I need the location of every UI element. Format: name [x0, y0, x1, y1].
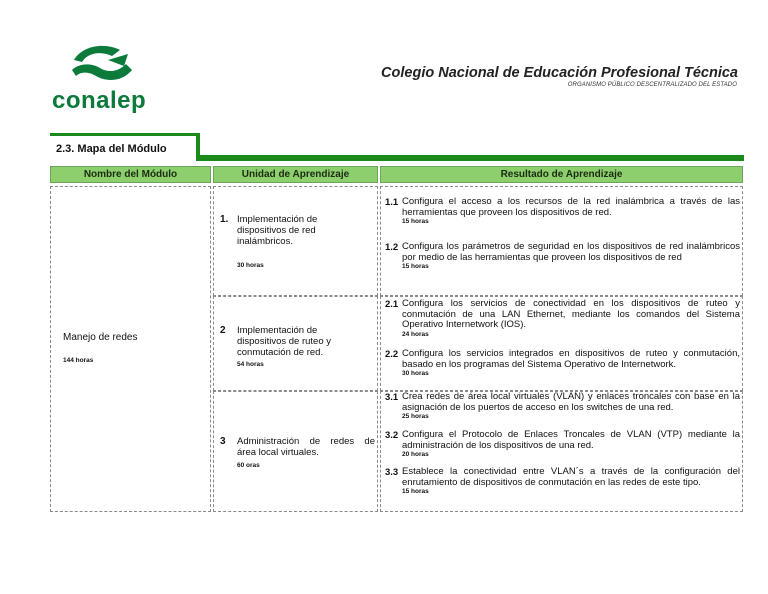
institution-name: Colegio Nacional de Educación Profesional Técnica: [381, 65, 738, 81]
unit-cell-2: [213, 296, 378, 391]
result-item: 3.1 Crea redes de área local virtuales (VLAN) y enlaces troncales con base en la asignación de los puertos de acceso en los switches de una red. 25 horas: [385, 391, 740, 420]
section-title: 2.3. Mapa del Módulo: [56, 143, 167, 155]
result-cell-1: [380, 186, 743, 296]
header-learning-result: Resultado de Aprendizaje: [380, 166, 743, 183]
section-divider: [196, 155, 744, 161]
result-item: 1.1 Configura el acceso a los recursos de la red inalámbrica a través de las herramientas que proveen los dispositivos de red. 15 horas: [385, 196, 740, 225]
conalep-logo: [50, 40, 160, 115]
module-map-table: [50, 166, 743, 512]
unit-hours: 60 oras: [237, 462, 260, 469]
unit-number: 1.: [220, 214, 229, 225]
logo-text: conalep: [52, 87, 147, 114]
header-module-name: Nombre del Módulo: [50, 166, 211, 183]
module-cell: [50, 186, 211, 512]
result-item: 1.2 Configura los parámetros de seguridad en los dispositivos de red inalámbricos por medio de las herramientas que proveen los dispositivos de red 15 horas: [385, 241, 740, 270]
unit-number: 3: [220, 436, 226, 447]
result-cell-3: [380, 391, 743, 512]
institution-subtitle: ORGANISMO PÚBLICO DESCENTRALIZADO DEL ESTADO: [567, 82, 737, 88]
unit-hours: 30 horas: [237, 262, 264, 269]
result-item: 3.3 Establece la conectividad entre VLAN´s a través de la configuración del enrutamiento de dispositivos de conmutación en las redes de este tipo. 15 horas: [385, 466, 740, 495]
result-item: 3.2 Configura el Protocolo de Enlaces Troncales de VLAN (VTP) mediante la administración de los dispositivos de una red. 20 horas: [385, 429, 740, 458]
unit-number: 2: [220, 325, 226, 336]
header-learning-unit: Unidad de Aprendizaje: [213, 166, 378, 183]
unit-hours: 54 horas: [237, 361, 264, 368]
unit-title: Implementación de dispositivos de red inalámbricos.: [237, 214, 318, 247]
unit-cell-1: [213, 186, 378, 296]
result-item: 2.1 Configura los servicios de conectividad en los dispositivos de ruteo y conmutación de una LAN Ethernet, mediante los comandos del Sistema Operativo Internetwork (IOS). 24 horas: [385, 298, 740, 338]
unit-cell-3: [213, 391, 378, 512]
conalep-emblem-icon: [68, 40, 138, 84]
unit-title: Implementación de dispositivos de ruteo y conmutación de red.: [237, 325, 331, 358]
result-item: 2.2 Configura los servicios integrados en dispositivos de ruteo y conmutación, basado en los programas del Sistema Operativo de Internetwork. 30 horas: [385, 348, 740, 377]
unit-title: Administración de redes de área local virtuales.: [237, 436, 375, 458]
module-hours: 144 horas: [63, 357, 94, 364]
result-cell-2: [380, 296, 743, 391]
module-name: Manejo de redes: [63, 332, 138, 343]
